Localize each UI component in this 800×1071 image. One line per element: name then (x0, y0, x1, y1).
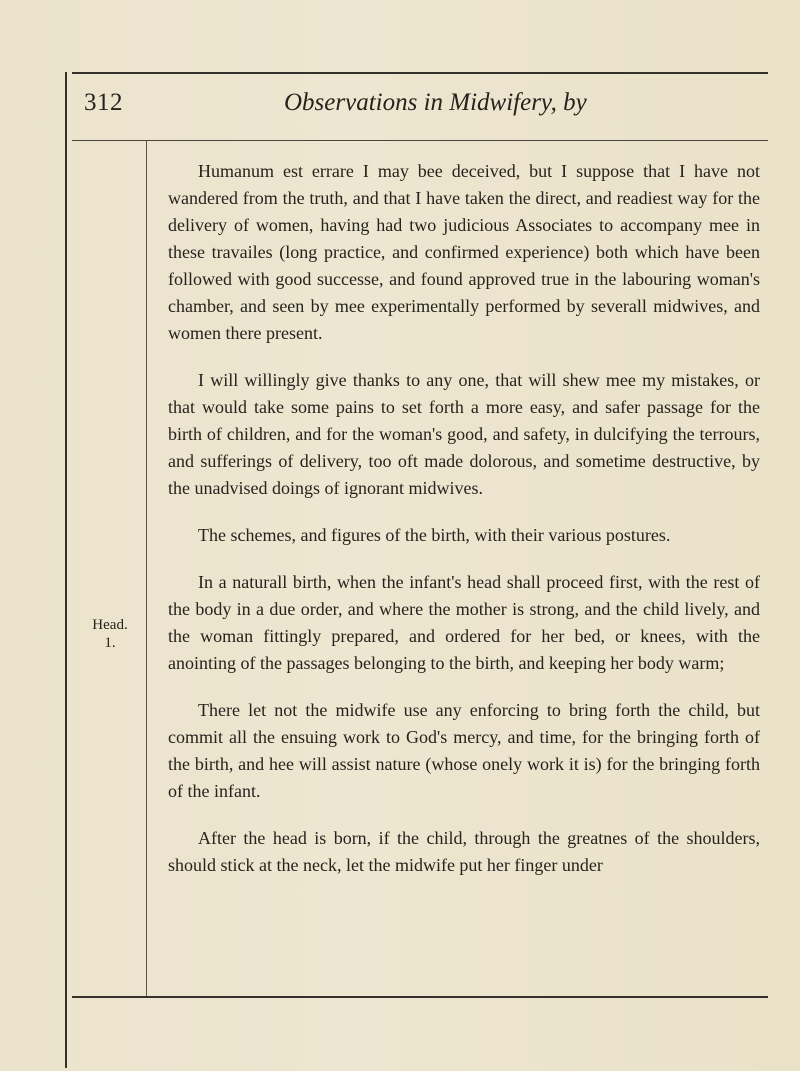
bottom-rule (72, 996, 768, 998)
page-number: 312 (84, 89, 123, 116)
header-rule (72, 140, 768, 141)
marginal-note (84, 616, 136, 652)
paragraph: After the head is born, if the child, through the greatnes of the shoulders, should stick at the neck, let the midwife put her finger under (168, 828, 760, 875)
page-border-left (65, 72, 67, 1068)
marginal-note-number: 1. (104, 635, 116, 651)
margin-rule (146, 141, 147, 996)
paragraph: In a naturall birth, when the infant's head shall proceed first, with the rest of the body in a due order, and where the mother is strong, and the child lively, and the woman fittingly prepared, and ordered for her bed, or knees, with the anointing of the passages belonging to the birth, and keeping her body warm; (168, 572, 760, 673)
paragraph: Humanum est errare I may bee deceived, but I suppose that I have not wandered from the truth, and that I have taken the direct, and readiest way for the delivery of women, having had two judicious Associates to accompany mee in these travailes (long practice, and confirmed experience) both which have been followed with good successe, and found approved true in the labouring woman's chamber, and seen by mee experimentally performed by severall midwives, and women there present. (168, 161, 760, 343)
body-text (168, 158, 760, 879)
paragraph: The schemes, and figures of the birth, with their various postures. (198, 525, 671, 545)
paragraph: I will willingly give thanks to any one, that will shew mee my mistakes, or that would take some pains to set forth a more easy, and safer passage for the birth of children, and for the woman's good, and safety, in dulcifying the terrours, and sufferings of delivery, too oft made dolorous, and sometime destructive, by the unadvised doings of ignorant midwives. (168, 370, 760, 498)
running-title: Observations in Midwifery, by (284, 89, 587, 116)
top-rule (72, 72, 768, 74)
marginal-note-label: Head. (92, 617, 128, 633)
paragraph: There let not the midwife use any enforcing to bring forth the child, but commit all the ensuing work to God's mercy, and time, for the bringing forth of the birth, and hee will assist nature (whose onely work it is) for the bringing forth of the infant. (168, 700, 760, 801)
